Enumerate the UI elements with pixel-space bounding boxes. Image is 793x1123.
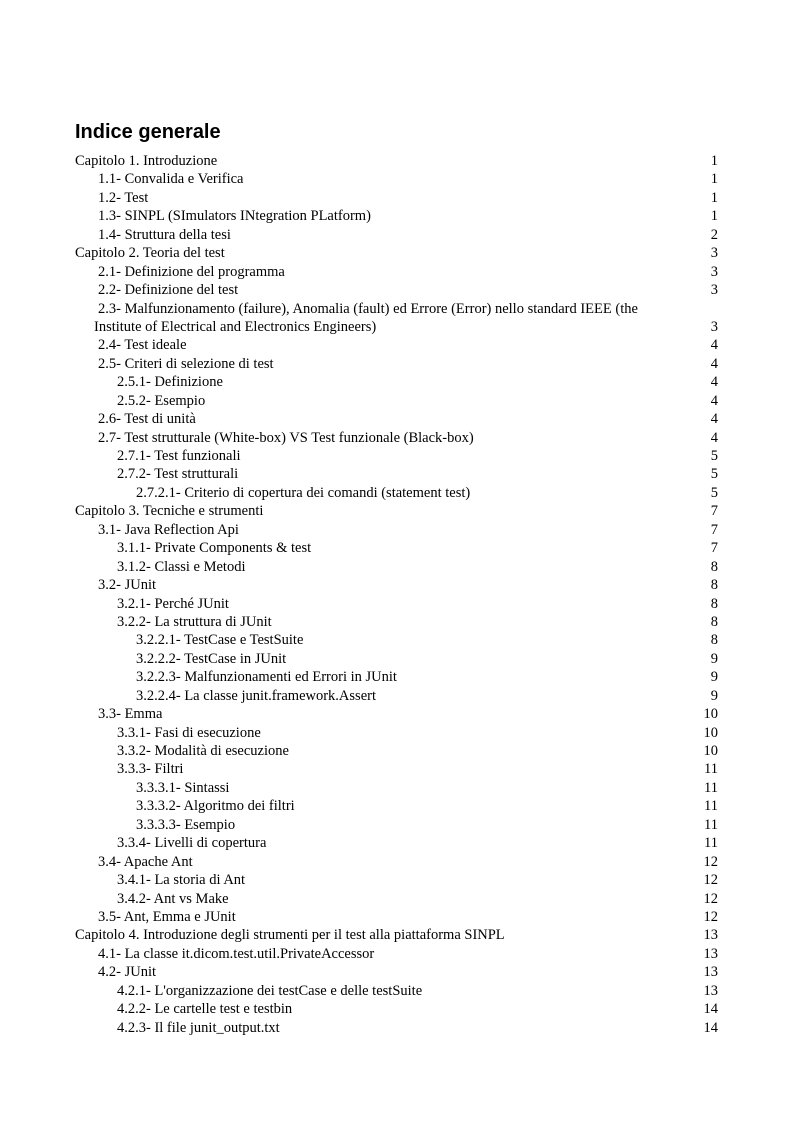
- toc-entry[interactable]: [75, 945, 718, 963]
- toc-entry-page-number: 8: [710, 558, 718, 575]
- toc-entry-page-number: 4: [710, 429, 718, 446]
- toc-entry[interactable]: [75, 668, 718, 686]
- toc-entry-page-number: 13: [703, 945, 718, 962]
- toc-entry-page-number: 9: [710, 687, 718, 704]
- toc-entry[interactable]: [75, 871, 718, 889]
- toc-entry[interactable]: [75, 226, 718, 244]
- toc-entry-page-number: 9: [710, 650, 718, 667]
- toc-entry-page-number: 3: [710, 282, 718, 299]
- toc-entry[interactable]: [75, 890, 718, 908]
- toc-entry-page-number: 10: [703, 706, 718, 723]
- toc-entry-label: 3.3.4- Livelli di copertura: [117, 835, 267, 852]
- toc-entry[interactable]: [75, 705, 718, 723]
- toc-entry[interactable]: [75, 244, 718, 262]
- toc-entry-page-number: 10: [703, 743, 718, 759]
- toc-entry-label: [94, 300, 723, 337]
- toc-entry-label: 3.1- Java Reflection Api: [98, 521, 239, 538]
- toc-entry-label: 3.2.1- Perché JUnit: [117, 595, 229, 612]
- toc-entry-label: 3.4.1- La storia di Ant: [117, 872, 246, 889]
- toc-entry[interactable]: [75, 392, 718, 410]
- toc-entry[interactable]: [75, 558, 718, 576]
- toc-entry[interactable]: [75, 963, 718, 981]
- toc-entry-page-number: 11: [704, 798, 718, 815]
- toc-entry[interactable]: [75, 521, 718, 539]
- toc-entry-page-number: 4: [710, 355, 718, 372]
- toc-entry[interactable]: [75, 742, 718, 760]
- toc-entry-label: 3.3- Emma: [98, 706, 163, 723]
- toc-entry-page-number: 14: [703, 1001, 718, 1018]
- page-title: Indice generale: [75, 121, 221, 143]
- toc-entry-label: 1.1- Convalida e Verifica: [98, 171, 244, 188]
- toc-entry-label: 3.2.2.3- Malfunzionamenti ed Errori in JUnit: [136, 669, 397, 686]
- toc-entry[interactable]: [75, 687, 718, 705]
- toc-entry-label: 3.2.2.1- TestCase e TestSuite: [136, 632, 304, 649]
- toc-entry[interactable]: [75, 576, 718, 594]
- toc-entry[interactable]: [75, 539, 718, 557]
- toc-entry-label: 3.3.3.2- Algoritmo dei filtri: [136, 798, 295, 815]
- toc-entry-page-number: 8: [710, 577, 718, 594]
- toc-entry-label: 2.7.2.1- Criterio di copertura dei comandi (statement test): [136, 484, 471, 501]
- toc-entry-label: 2.7.1- Test funzionali: [117, 448, 241, 465]
- toc-entry-label: 3.4- Apache Ant: [98, 853, 193, 870]
- toc-entry-label: 3.5- Ant, Emma e JUnit: [98, 908, 236, 925]
- toc-entry[interactable]: [75, 595, 718, 613]
- toc-entry-page-number: 4: [710, 374, 718, 391]
- toc-entry-label: 3.2- JUnit: [98, 577, 156, 594]
- toc-entry-page-number: 12: [703, 872, 718, 889]
- toc-entry[interactable]: [75, 982, 718, 1000]
- toc-entry-page-number: 4: [710, 411, 718, 428]
- toc-entry[interactable]: [75, 152, 718, 170]
- toc-entry-page-number: 3: [710, 318, 718, 335]
- toc-entry[interactable]: [75, 465, 718, 483]
- toc-entry-label: 2.1- Definizione del programma: [98, 263, 285, 280]
- toc-entry-page-number: 7: [710, 540, 718, 557]
- toc-entry[interactable]: [75, 189, 718, 207]
- toc-entry-page-number: 8: [710, 632, 718, 649]
- toc-entry-label: 3.3.1- Fasi di esecuzione: [117, 724, 261, 741]
- toc-entry[interactable]: [75, 834, 718, 852]
- toc-entry[interactable]: [75, 484, 718, 502]
- toc-entry[interactable]: [75, 281, 718, 299]
- toc-entry-label: 3.2.2- La struttura di JUnit: [117, 613, 272, 630]
- toc-entry[interactable]: [75, 926, 718, 944]
- toc-entry-page-number: 4: [710, 337, 718, 354]
- toc-entry[interactable]: [75, 650, 718, 668]
- toc-entry-page-number: 8: [710, 613, 718, 630]
- toc-entry-label: 3.3.3.1- Sintassi: [136, 779, 230, 796]
- toc-entry-page-number: 11: [704, 816, 718, 833]
- toc-entry-label: 3.3.2- Modalità di esecuzione: [117, 743, 289, 760]
- toc-entry-page-number: 12: [703, 908, 718, 925]
- toc-entry[interactable]: [75, 410, 718, 428]
- toc-entry-page-number: 11: [704, 779, 718, 796]
- toc-entry[interactable]: [75, 429, 718, 447]
- toc-entry-label: 1.4- Struttura della tesi: [98, 226, 231, 243]
- toc-entry[interactable]: [75, 631, 718, 649]
- toc-entry-label-line2: Institute of Electrical and Electronics Engineers): [94, 318, 377, 335]
- toc-entry-label: 2.5.1- Definizione: [117, 374, 223, 391]
- toc-entry-label: 2.7.2- Test strutturali: [117, 466, 239, 483]
- toc-entry[interactable]: [75, 613, 718, 631]
- toc-entry-page-number: 2: [710, 226, 718, 243]
- toc-entry-page-number: 13: [703, 927, 718, 944]
- toc-entry-label: 3.2.2.2- TestCase in JUnit: [136, 650, 287, 667]
- toc-entry-page-number: 10: [703, 724, 718, 741]
- toc-entry-label: 2.5- Criteri di selezione di test: [98, 355, 274, 372]
- toc-entry-page-number: 1: [710, 208, 718, 225]
- toc-entry[interactable]: [75, 724, 718, 742]
- toc-entry[interactable]: [75, 447, 718, 465]
- toc-entry-label: 3.4.2- Ant vs Make: [117, 890, 229, 907]
- toc-entry-label: 4.2.3- Il file junit_output.txt: [117, 1019, 280, 1036]
- toc-entry[interactable]: [75, 373, 718, 391]
- toc-entry-label: 3.3.3.3- Esempio: [136, 816, 236, 833]
- toc-entry[interactable]: [75, 207, 718, 225]
- toc-entry-page-number: 8: [710, 595, 718, 612]
- toc-entry-label: Capitolo 1. Introduzione: [75, 153, 218, 169]
- toc-entry-page-number: 1: [710, 171, 718, 188]
- toc-entry[interactable]: [75, 170, 718, 188]
- toc-entry-page-number: 3: [710, 263, 718, 280]
- toc-entry-page-number: 9: [710, 669, 718, 686]
- toc-entry-label: 3.1.2- Classi e Metodi: [117, 558, 246, 575]
- toc-entry-label: 4.2.2- Le cartelle test e testbin: [117, 1001, 293, 1018]
- toc-entry-label: Capitolo 3. Tecniche e strumenti: [75, 503, 264, 520]
- toc-entry-label: 4.2- JUnit: [98, 964, 156, 981]
- toc-entry-label: Capitolo 4. Introduzione degli strumenti per il test alla piattaforma SINPL: [75, 927, 505, 944]
- toc-entry[interactable]: [75, 816, 718, 834]
- toc-entry-page-number: 7: [710, 521, 718, 538]
- toc-entry-page-number: 5: [710, 466, 718, 483]
- toc-entry[interactable]: [75, 263, 718, 281]
- toc-entry-label: 1.3- SINPL (SImulators INtegration PLatform): [98, 208, 371, 225]
- toc-entry-page-number: 13: [703, 982, 718, 999]
- toc-entry-label: 2.2- Definizione del test: [98, 282, 239, 299]
- toc-entry-page-number: 11: [704, 835, 718, 852]
- toc-entry-label: 4.2.1- L'organizzazione dei testCase e delle testSuite: [117, 982, 423, 999]
- toc-entry-page-number: 13: [703, 964, 718, 981]
- toc-entry-label: 3.1.1- Private Components & test: [117, 540, 312, 557]
- toc-entry-label: Capitolo 2. Teoria del test: [75, 245, 225, 262]
- toc-entry-label: 1.2- Test: [98, 189, 149, 206]
- toc-entry-page-number: 5: [710, 484, 718, 501]
- toc-entry[interactable]: [75, 908, 718, 926]
- toc-entry-page-number: 3: [710, 245, 718, 262]
- toc-entry-label: 3.2.2.4- La classe junit.framework.Assert: [136, 687, 376, 704]
- toc-entry-label: 3.3.3- Filtri: [117, 761, 184, 778]
- toc-entry-page-number: 4: [710, 392, 718, 409]
- toc-entry[interactable]: [75, 300, 718, 337]
- toc-entry[interactable]: [75, 760, 718, 778]
- toc-entry[interactable]: [75, 853, 718, 871]
- toc-entry-label: 2.7- Test strutturale (White-box) VS Test funzionale (Black-box): [98, 429, 474, 446]
- toc-entry-page-number: 7: [710, 503, 718, 520]
- toc-entry-label: 2.4- Test ideale: [98, 337, 187, 354]
- toc-entry[interactable]: [75, 1019, 718, 1037]
- toc-entry[interactable]: [75, 1000, 718, 1018]
- toc-entry-page-number: 12: [703, 890, 718, 907]
- toc-entry-page-number: 11: [704, 761, 718, 778]
- toc-entry[interactable]: [75, 779, 718, 797]
- toc-entry-page-number: 12: [703, 853, 718, 870]
- toc-entry[interactable]: [75, 797, 718, 815]
- toc-entry-label: 4.1- La classe it.dicom.test.util.PrivateAccessor: [98, 945, 375, 962]
- toc-entry[interactable]: [75, 502, 718, 520]
- toc-entry[interactable]: [75, 355, 718, 373]
- table-of-contents: [75, 152, 718, 1037]
- toc-entry-label: 2.5.2- Esempio: [117, 392, 206, 409]
- toc-entry-page-number: 1: [710, 152, 718, 169]
- toc-entry-page-number: 1: [710, 189, 718, 206]
- toc-entry-page-number: 5: [710, 448, 718, 464]
- toc-entry[interactable]: [75, 336, 718, 354]
- toc-entry-page-number: 14: [703, 1019, 718, 1036]
- toc-entry-label-line1: 2.3- Malfunzionamento (failure), Anomalia (fault) ed Errore (Error) nello standard IEEE (the: [98, 300, 638, 317]
- toc-entry-label: 2.6- Test di unità: [98, 411, 196, 428]
